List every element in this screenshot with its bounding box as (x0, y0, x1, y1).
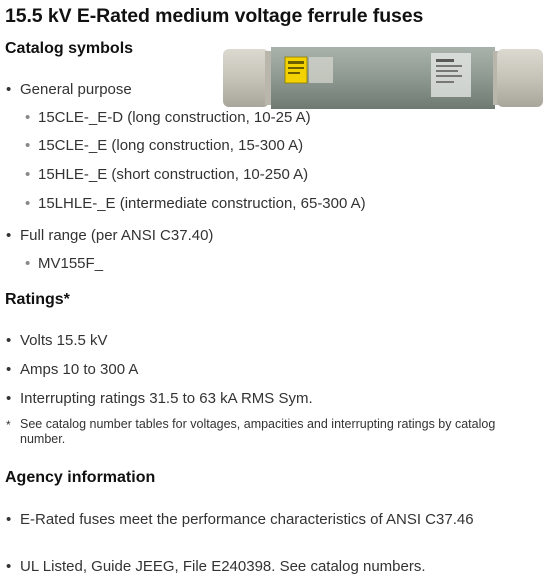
right-ferrule (497, 49, 543, 107)
left-ferrule (223, 49, 269, 107)
list-item: • Volts 15.5 kV (6, 332, 108, 349)
list-item: • 15CLE-_E (long construction, 15-300 A) (25, 137, 304, 154)
list-item: • Full range (per ANSI C37.40) (6, 227, 214, 244)
fuse-label (285, 57, 307, 83)
ratings-heading: Ratings* (5, 291, 70, 308)
list-item: • 15LHLE-_E (intermediate construction, 65-300 A) (25, 195, 366, 212)
list-item: • 15CLE-_E-D (long construction, 10-25 A) (25, 109, 311, 126)
list-item: • 15HLE-_E (short construction, 10-250 A) (25, 166, 309, 183)
ferrule-fuse-image (221, 41, 545, 113)
list-item: • E-Rated fuses meet the performance characteristics of ANSI C37.46 (6, 511, 474, 528)
list-item: • Interrupting ratings 31.5 to 63 kA RMS Sym. (6, 390, 313, 407)
list-item: • MV155F_ (25, 255, 104, 272)
list-item: • General purpose (6, 81, 132, 98)
ratings-footnote: * See catalog number tables for voltages, ampacities and interrupting ratings by catalog number. (6, 417, 496, 446)
list-item: • UL Listed, Guide JEEG, File E240398. See catalog numbers. (6, 558, 426, 575)
catalog-symbols-heading: Catalog symbols (5, 40, 134, 57)
list-item: • Amps 10 to 300 A (6, 361, 139, 378)
agency-information-heading: Agency information (5, 469, 156, 486)
page-title: 15.5 kV E-Rated medium voltage ferrule fuses (5, 5, 424, 27)
